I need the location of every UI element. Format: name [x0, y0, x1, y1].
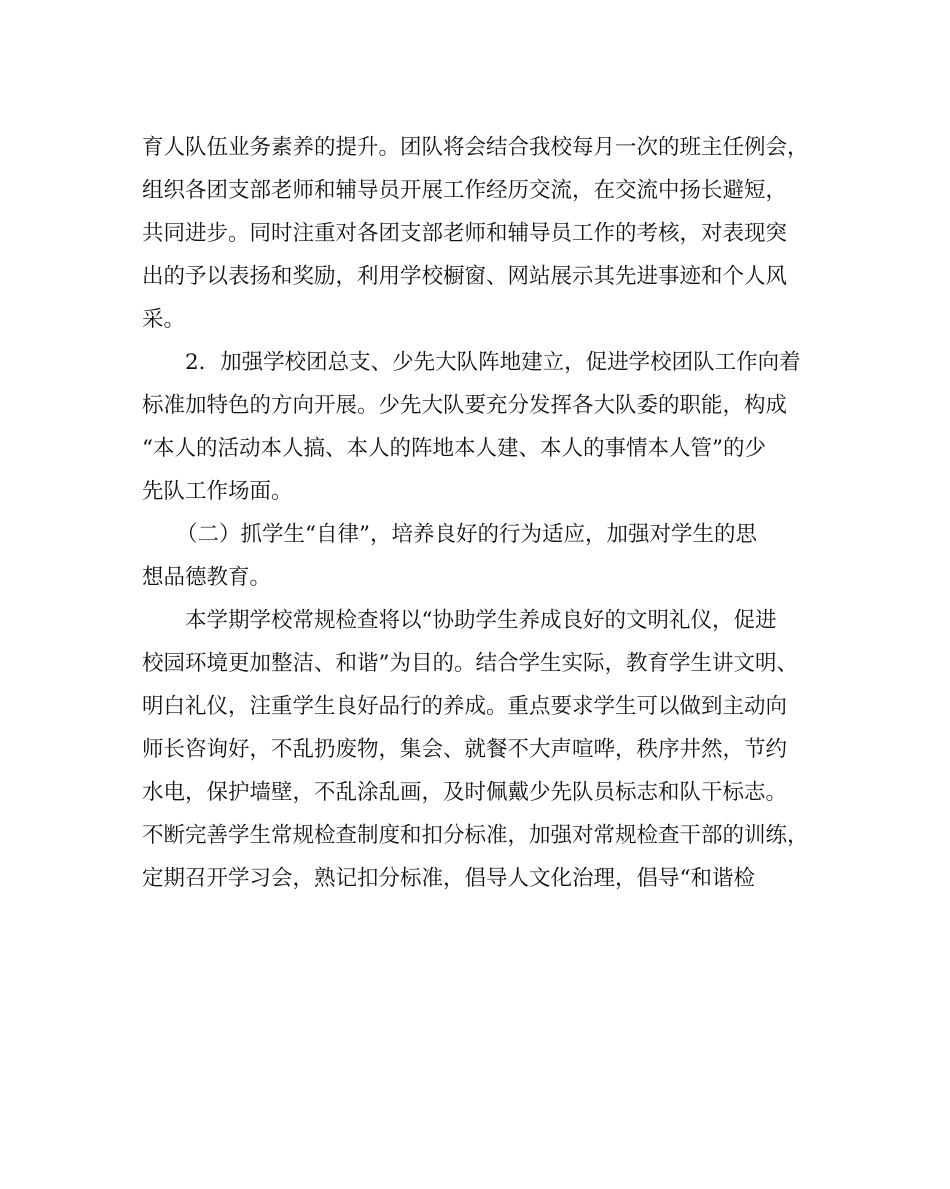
text-line: “本人的活动本人搞、本人的阵地本人建、本人的事情本人管”的少 — [142, 436, 766, 461]
paragraph-start-line: 本学期学校常规检查将以“协助学生养成良好的文明礼仪，促进 — [185, 608, 777, 633]
text-line: 师长咨询好，不乱扔废物，集会、就餐不大声喧哗，秩序井然，节约 — [142, 737, 788, 762]
text-line: 明白礼仪，注重学生良好品行的养成。重点要求学生可以做到主动向 — [142, 694, 788, 719]
text-line: 组织各团支部老师和辅导员开展工作经历交流，在交流中扬长避短， — [142, 178, 788, 203]
text-line: 标准加特色的方向开展。少先大队要充分发挥各大队委的职能，构成 — [142, 393, 788, 418]
paragraph-start-line: 2．加强学校团总支、少先大队阵地建立，促进学校团队工作向着 — [185, 350, 801, 375]
text-line: 校园环境更加整洁、和谐”为目的。结合学生实际，教育学生讲文明、 — [142, 651, 798, 676]
text-line: 定期召开学习会，熟记扣分标准，倡导人文化治理，倡导“和谐检 — [142, 866, 755, 891]
document-body — [142, 126, 822, 900]
text-line: 出的予以表扬和奖励，利用学校橱窗、网站展示其先进事迹和个人风 — [142, 264, 788, 289]
text-line: 先队工作场面。 — [142, 479, 293, 504]
text-line: 水电，保护墙壁，不乱涂乱画，及时佩戴少先队员标志和队干标志。 — [142, 780, 788, 805]
section-heading-line: （二）抓学生“自律”，培养良好的行为适应，加强对学生的思 — [176, 522, 757, 547]
text-line: 不断完善学生常规检查制度和扣分标准，加强对常规检查干部的训练， — [142, 823, 809, 848]
text-line: 采。 — [142, 307, 186, 332]
text-line: 育人队伍业务素养的提升。团队将会结合我校每月一次的班主任例会， — [142, 135, 809, 160]
text-line: 想品德教育。 — [142, 565, 272, 590]
text-line: 共同进步。同时注重对各团支部老师和辅导员工作的考核，对表现突 — [142, 221, 788, 246]
